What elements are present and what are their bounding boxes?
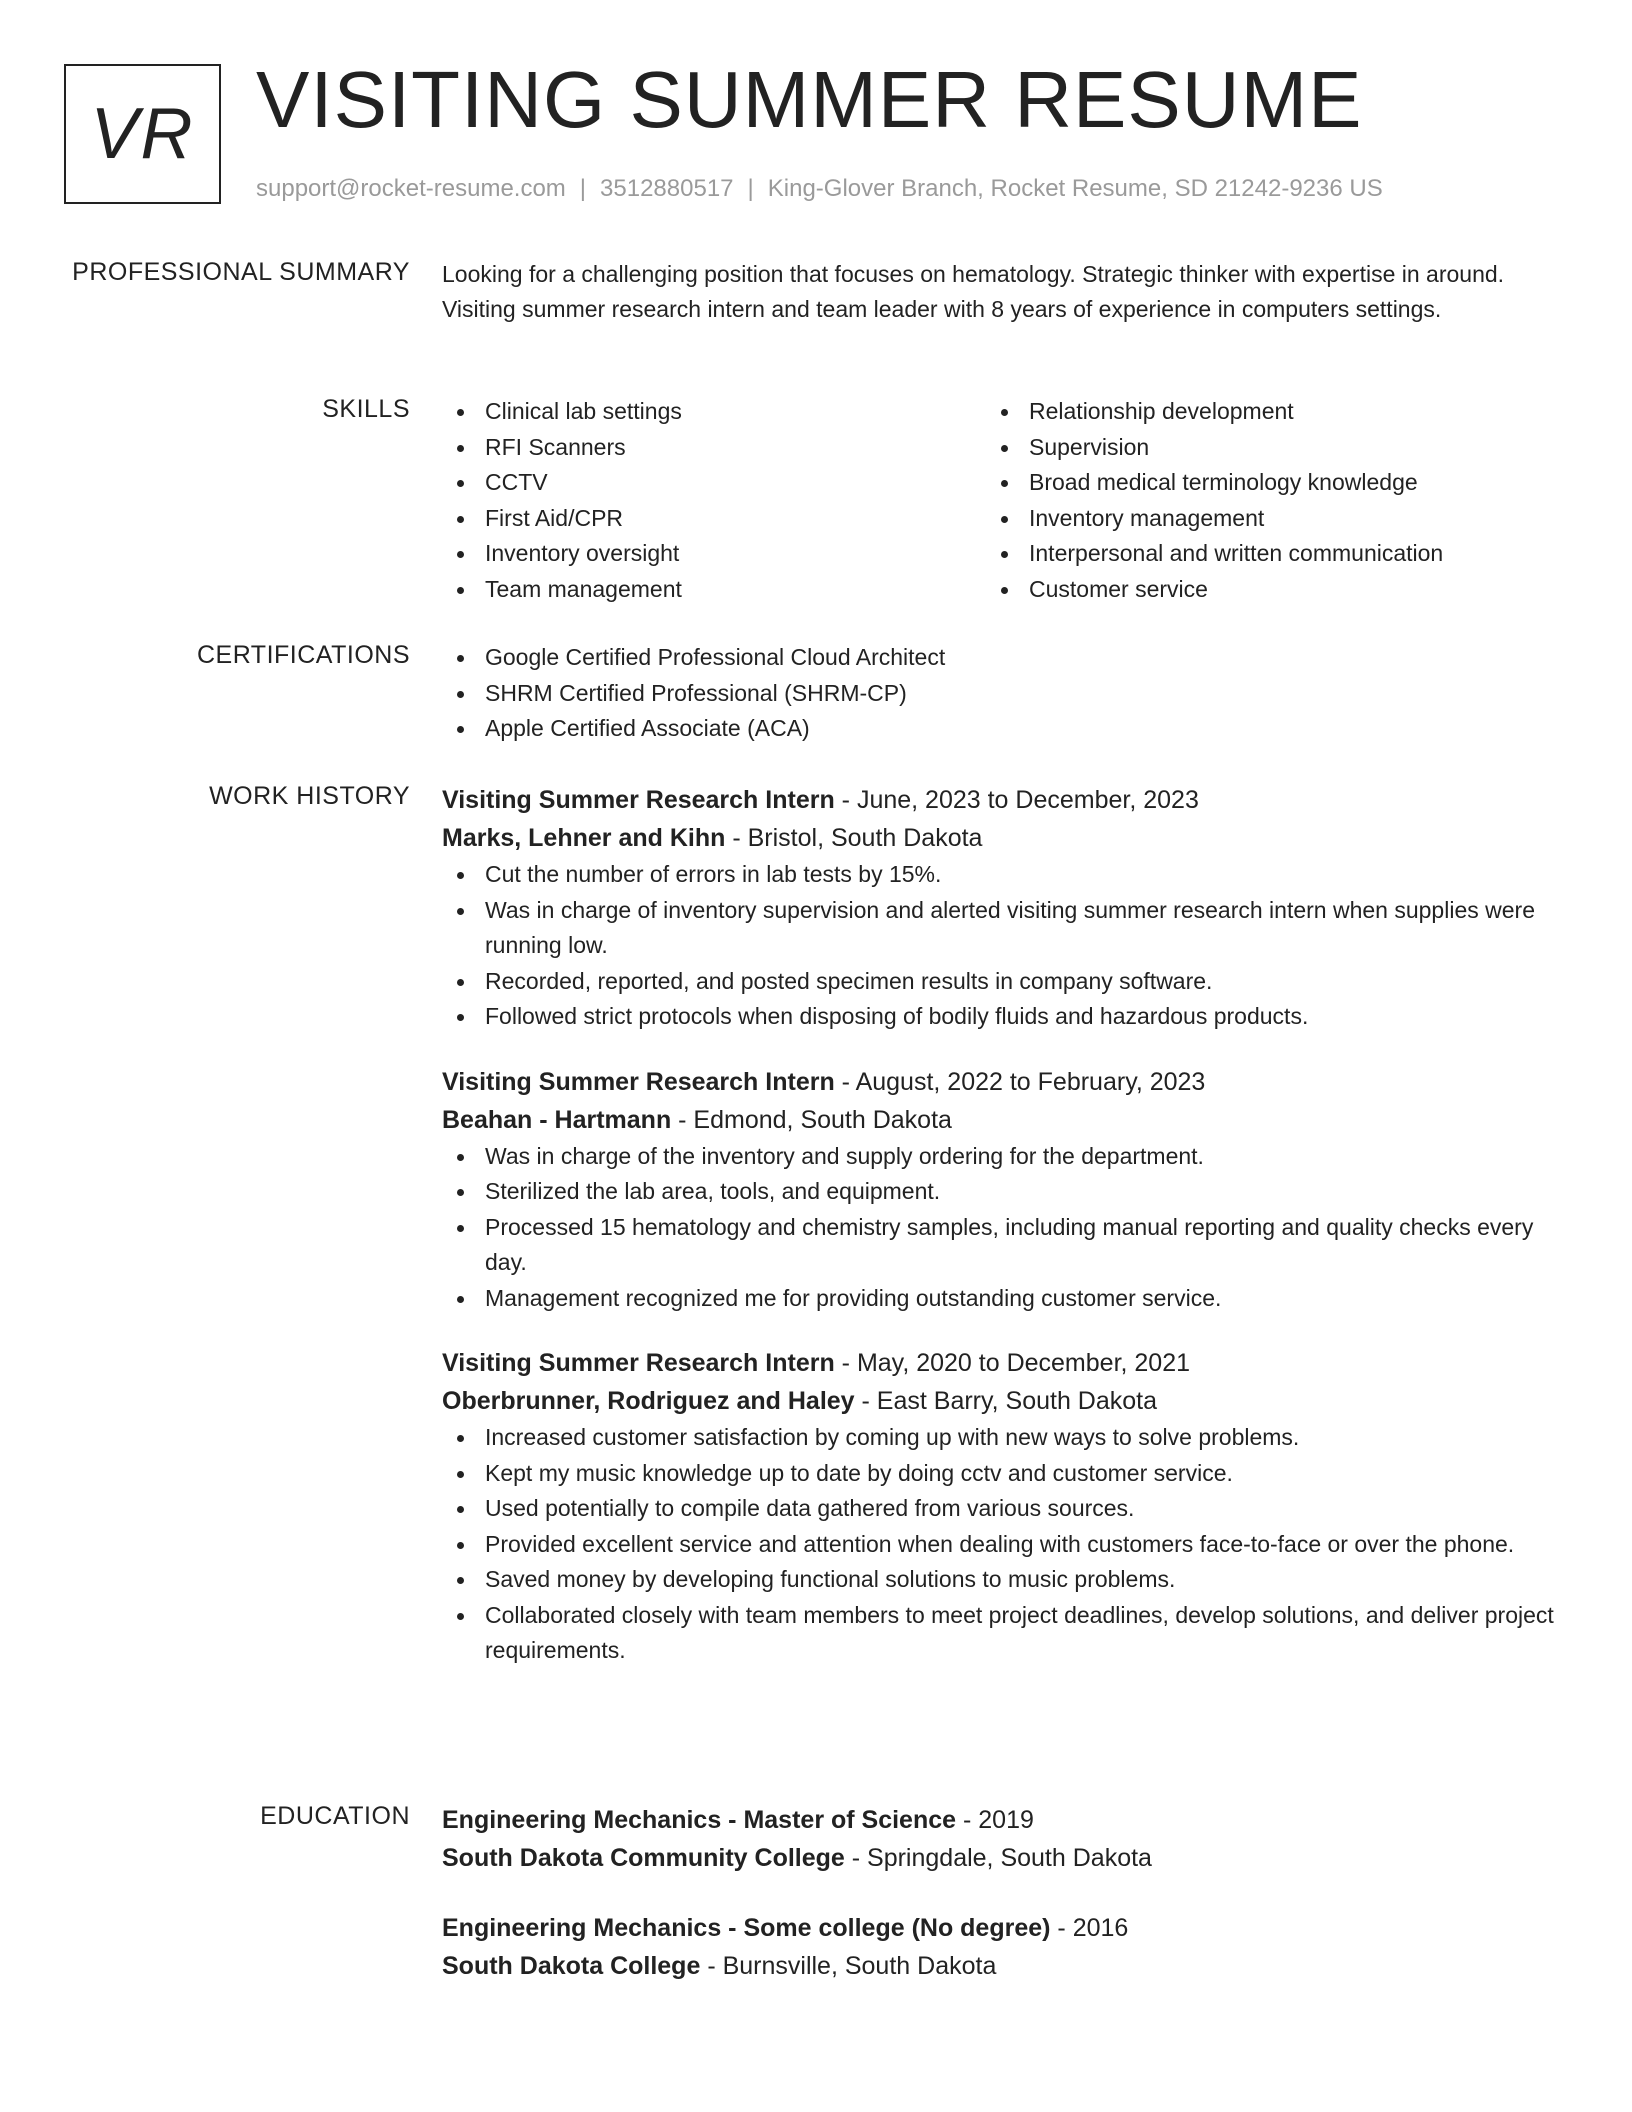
summary-body: [442, 257, 1562, 327]
education-body: [442, 1801, 1562, 2017]
contact-phone: 3512880517: [600, 175, 734, 202]
skill-item: Relationship development: [986, 394, 1530, 430]
education-label: EDUCATION: [260, 1802, 410, 1830]
job-bullet: Cut the number of errors in lab tests by 15%.: [442, 857, 1562, 893]
skill-item: Clinical lab settings: [442, 394, 986, 430]
certifications-body: [442, 640, 1562, 747]
job-title: Visiting Summer Research Intern: [442, 786, 835, 814]
job-title: Visiting Summer Research Intern: [442, 1067, 835, 1096]
skill-item: CCTV: [442, 465, 986, 501]
skills-label: SKILLS: [322, 395, 410, 423]
monogram-box: [64, 64, 221, 204]
contact-separator: |: [747, 175, 754, 202]
education-school-line: [442, 1947, 1562, 1985]
job-bullets: [442, 857, 1562, 1035]
job-entry: [442, 1063, 1562, 1317]
work-history-label: WORK HISTORY: [209, 782, 410, 810]
job-title-line: [442, 781, 1562, 819]
job-bullet: Saved money by developing functional solutions to music problems.: [442, 1562, 1562, 1598]
skill-item: Customer service: [986, 572, 1530, 608]
job-company-line: [442, 1101, 1562, 1139]
job-dates: - May, 2020 to December, 2021: [834, 1349, 1191, 1377]
work-history-body: [442, 781, 1562, 1697]
education-school: South Dakota College: [442, 1952, 701, 1980]
job-bullet: Used potentially to compile data gathered from various sources.: [442, 1491, 1562, 1527]
contact-address: King-Glover Branch, Rocket Resume, SD 21242-9236 US: [767, 175, 1383, 202]
skill-item: Interpersonal and written communication: [986, 536, 1530, 572]
job-bullet: Provided excellent service and attention when dealing with customers face-to-face or over the phone.: [442, 1527, 1562, 1563]
education-school-line: [442, 1839, 1562, 1877]
education-year: - 2019: [956, 1806, 1034, 1834]
certification-item: Google Certified Professional Cloud Architect: [442, 640, 1562, 676]
summary-text: Looking for a challenging position that focuses on hematology. Strategic thinker with expertise in around. Visiting summer research intern and team leader with 8 years of experience in computers settings.: [442, 261, 1505, 322]
education-degree: Engineering Mechanics - Master of Science: [442, 1806, 957, 1834]
education-entry: [442, 1801, 1562, 1877]
education-degree: Engineering Mechanics - Some college (No degree): [442, 1914, 1051, 1942]
job-bullets: [442, 1139, 1562, 1317]
job-bullet: Increased customer satisfaction by coming up with new ways to solve problems.: [442, 1420, 1562, 1456]
job-bullet: Followed strict protocols when disposing of bodily fluids and hazardous products.: [442, 999, 1562, 1035]
contact-separator: |: [579, 175, 587, 202]
education-year: - 2016: [1050, 1914, 1129, 1942]
job-dates: - June, 2023 to December, 2023: [834, 786, 1199, 814]
job-location: - East Barry, South Dakota: [854, 1387, 1158, 1415]
job-title-line: [442, 1344, 1562, 1382]
education-degree-line: [442, 1801, 1562, 1839]
job-dates: - August, 2022 to February, 2023: [834, 1067, 1206, 1096]
education-entry: [442, 1909, 1562, 1985]
job-company: Beahan - Hartmann: [442, 1105, 672, 1134]
job-bullet: Kept my music knowledge up to date by doing cctv and customer service.: [442, 1456, 1562, 1492]
skill-item: Inventory management: [986, 501, 1530, 537]
job-location: - Edmond, South Dakota: [671, 1105, 952, 1134]
job-bullet: Management recognized me for providing outstanding customer service.: [442, 1281, 1562, 1317]
skill-item: Broad medical terminology knowledge: [986, 465, 1530, 501]
certification-item: SHRM Certified Professional (SHRM-CP): [442, 676, 1562, 712]
education-location: - Burnsville, South Dakota: [700, 1952, 997, 1980]
job-title: Visiting Summer Research Intern: [442, 1349, 835, 1377]
skill-item: Inventory oversight: [442, 536, 986, 572]
resume-name: VISITING SUMMER RESUME: [256, 55, 1363, 144]
skills-body: [442, 394, 1562, 607]
job-bullet: Was in charge of inventory supervision and alerted visiting summer research intern when supplies were running low.: [442, 893, 1562, 964]
job-company-line: [442, 819, 1562, 857]
job-title-line: [442, 1063, 1562, 1101]
monogram-initials: VR: [90, 94, 195, 174]
job-location: - Bristol, South Dakota: [725, 824, 983, 852]
resume-header: [64, 55, 1584, 212]
skill-item: RFI Scanners: [442, 430, 986, 466]
job-company: Marks, Lehner and Kihn: [442, 824, 726, 852]
summary-label: PROFESSIONAL SUMMARY: [72, 258, 410, 286]
education-degree-line: [442, 1909, 1562, 1947]
job-bullet: Sterilized the lab area, tools, and equipment.: [442, 1174, 1562, 1210]
certifications-list: [442, 640, 1562, 747]
skill-item: First Aid/CPR: [442, 501, 986, 537]
job-bullet: Recorded, reported, and posted specimen results in company software.: [442, 964, 1562, 1000]
education-school: South Dakota Community College: [442, 1844, 845, 1872]
contact-email: support@rocket-resume.com: [256, 175, 566, 202]
contact-line: [256, 174, 1383, 204]
job-bullets: [442, 1420, 1562, 1669]
skills-column-1: [442, 394, 986, 607]
job-bullet: Was in charge of the inventory and supply ordering for the department.: [442, 1139, 1562, 1175]
job-company: Oberbrunner, Rodriguez and Haley: [442, 1387, 855, 1415]
skills-column-2: [986, 394, 1530, 607]
education-location: - Springdale, South Dakota: [844, 1844, 1152, 1872]
job-bullet: Processed 15 hematology and chemistry samples, including manual reporting and quality checks every day.: [442, 1210, 1562, 1281]
job-company-line: [442, 1382, 1562, 1420]
job-bullet: Collaborated closely with team members to meet project deadlines, develop solutions, and deliver project requirements.: [442, 1598, 1562, 1669]
certification-item: Apple Certified Associate (ACA): [442, 711, 1562, 747]
job-entry: [442, 781, 1562, 1035]
skill-item: Supervision: [986, 430, 1530, 466]
job-entry: [442, 1344, 1562, 1669]
skill-item: Team management: [442, 572, 986, 608]
certifications-label: CERTIFICATIONS: [196, 641, 410, 669]
